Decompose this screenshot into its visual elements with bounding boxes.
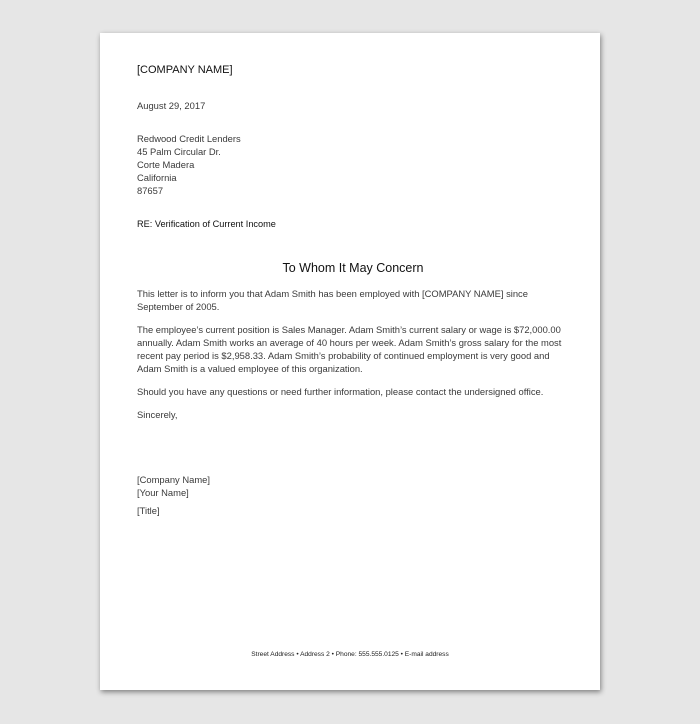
company-name-header: [COMPANY NAME] bbox=[137, 64, 233, 76]
letter-page bbox=[100, 33, 600, 690]
paragraph-line: annually. Adam Smith works an average of 40 hours per week. Adam Smith’s gross salary for the most bbox=[137, 337, 562, 348]
signature-title: [Title] bbox=[137, 505, 160, 516]
signature-company: [Company Name] bbox=[137, 474, 210, 485]
letter-date: August 29, 2017 bbox=[137, 100, 206, 111]
recipient-street: 45 Palm Circular Dr. bbox=[137, 146, 221, 157]
paragraph-line: The employee’s current position is Sales Manager. Adam Smith’s current salary or wage is $72,000.00 bbox=[137, 324, 561, 335]
paragraph-line: Adam Smith is a valued employee of this organization. bbox=[137, 363, 363, 374]
closing: Sincerely, bbox=[137, 409, 178, 420]
employment-paragraph bbox=[137, 287, 569, 313]
recipient-state: California bbox=[137, 172, 177, 183]
contact-paragraph: Should you have any questions or need further information, please contact the undersigned office. bbox=[137, 386, 544, 397]
paragraph-line: September of 2005. bbox=[137, 301, 220, 312]
recipient-city: Corte Madera bbox=[137, 159, 195, 170]
salutation-heading: To Whom It May Concern bbox=[282, 261, 424, 275]
recipient-name: Redwood Credit Lenders bbox=[137, 133, 241, 144]
paragraph-line: This letter is to inform you that Adam Smith has been employed with [COMPANY NAME] since bbox=[137, 288, 528, 299]
subject-line: RE: Verification of Current Income bbox=[137, 219, 276, 229]
signature-name: [Your Name] bbox=[137, 487, 189, 498]
letter-footer: Street Address • Address 2 • Phone: 555.555.0125 • E-mail address bbox=[251, 651, 449, 658]
paragraph-line: recent pay period is $2,958.33. Adam Smith’s probability of continued employment is very good and bbox=[137, 350, 550, 361]
recipient-address bbox=[137, 132, 241, 197]
recipient-zip: 87657 bbox=[137, 185, 164, 196]
income-paragraph bbox=[137, 323, 569, 375]
